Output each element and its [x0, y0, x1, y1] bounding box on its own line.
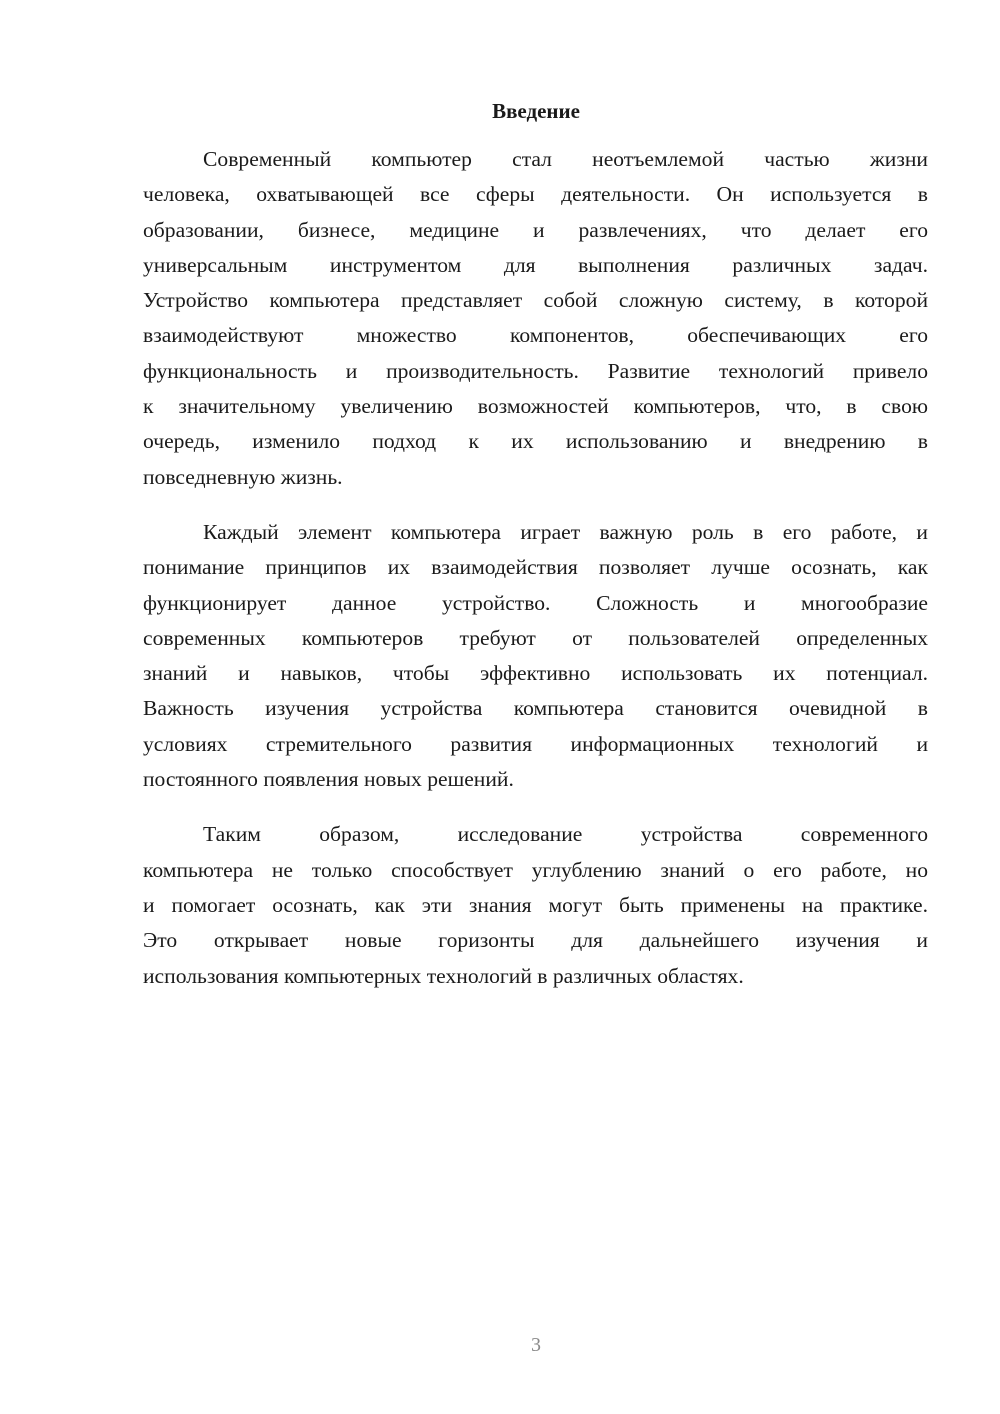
text-line: Важность изучения устройства компьютера становится очевидной в: [143, 696, 928, 721]
text-line: понимание принципов их взаимодействия позволяет лучше осознать, как: [143, 555, 928, 580]
text-line: и помогает осознать, как эти знания могут быть применены на практике.: [143, 892, 928, 917]
text-line: Устройство компьютера представляет собой сложную систему, в которой: [143, 288, 928, 313]
text-line: Каждый элемент компьютера играет важную роль в его работе, и: [203, 519, 928, 544]
text-line: Современный компьютер стал неотъемлемой частью жизни: [203, 147, 928, 171]
text-line: использования компьютерных технологий в различных областях.: [143, 963, 744, 988]
paragraph: [143, 142, 928, 495]
text-line: современных компьютеров требуют от пользователей определенных: [143, 625, 928, 650]
text-line: функциональность и производительность. Развитие технологий привело: [143, 358, 928, 383]
text-line: повседневную жизнь.: [143, 464, 343, 489]
text-line: очередь, изменило подход к их использованию и внедрению в: [143, 429, 928, 454]
section-title: Введение: [492, 99, 580, 123]
text-line: взаимодействуют множество компонентов, обеспечивающих его: [143, 323, 928, 348]
paragraph: [143, 817, 928, 993]
text-line: универсальным инструментом для выполнения различных задач.: [143, 252, 928, 277]
text-line: человека, охватывающей все сферы деятельности. Он используется в: [143, 182, 928, 207]
text-line: Таким образом, исследование устройства современного: [203, 822, 928, 847]
paragraph: [143, 515, 928, 797]
text-line: образовании, бизнесе, медицине и развлечениях, что делает его: [143, 217, 928, 242]
page-number: 3: [531, 1334, 541, 1356]
document-body: [143, 142, 928, 1014]
text-line: компьютера не только способствует углублению знаний о его работе, но: [143, 857, 928, 882]
text-line: функционирует данное устройство. Сложность и многообразие: [143, 590, 928, 615]
text-line: условиях стремительного развития информационных технологий и: [143, 731, 928, 756]
text-line: к значительному увеличению возможностей компьютеров, что, в свою: [143, 394, 928, 419]
text-line: Это открывает новые горизонты для дальнейшего изучения и: [143, 928, 928, 953]
text-line: знаний и навыков, чтобы эффективно использовать их потенциал.: [143, 661, 928, 686]
text-line: постоянного появления новых решений.: [143, 767, 514, 792]
